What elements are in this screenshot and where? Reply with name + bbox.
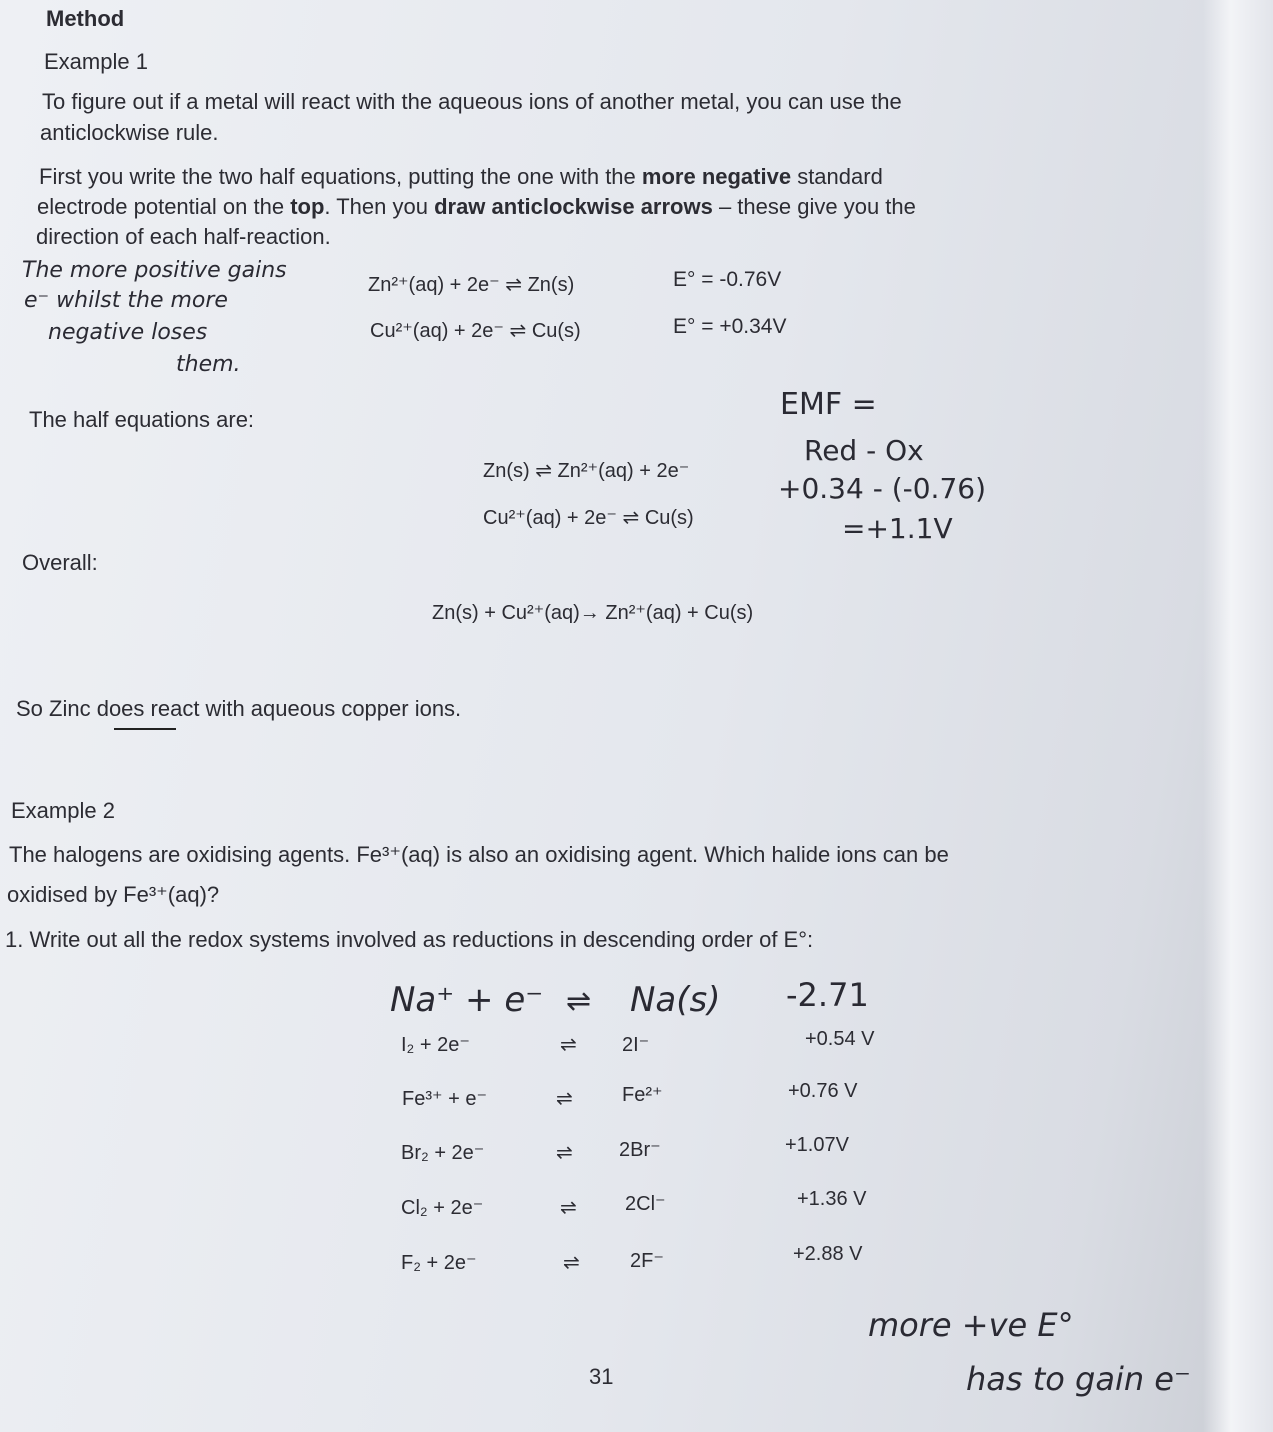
handwritten-note-line4: them. [176, 352, 241, 377]
bottom-note-line1: more +ve E° [868, 1306, 1074, 1344]
overall-label: Overall: [22, 550, 98, 575]
half-equation-1: Zn(s) ⇌ Zn²⁺(aq) + 2e⁻ [483, 460, 690, 482]
row5-lhs: F₂ + 2e⁻ [401, 1252, 477, 1274]
emf-handwritten-line4: =+1.1V [842, 512, 953, 545]
equation-cu: Cu²⁺(aq) + 2e⁻ ⇌ Cu(s) [370, 320, 581, 342]
example1-conclusion: So Zinc does react with aqueous copper ions. [16, 696, 462, 721]
row5-rhs: 2F⁻ [630, 1250, 664, 1272]
emf-handwritten-line2: Red - Ox [804, 434, 924, 467]
row4-potential: +1.36 V [797, 1188, 867, 1210]
row3-rhs: 2Br⁻ [619, 1139, 661, 1161]
example2-step1: 1. Write out all the redox systems involved as reductions in descending order of E°: [5, 927, 814, 952]
row5-arrow: ⇌ [563, 1252, 580, 1274]
row5-potential: +2.88 V [793, 1243, 863, 1265]
page-heading: Method [46, 6, 125, 31]
handwritten-note-line2: e⁻ whilst the more [24, 288, 228, 313]
row2-lhs: Fe³⁺ + e⁻ [402, 1088, 488, 1110]
row1-lhs: I₂ + 2e⁻ [401, 1034, 470, 1056]
example1-para2-line2: electrode potential on the top. Then you draw anticlockwise arrows – these give you the [37, 194, 916, 219]
row4-arrow: ⇌ [560, 1197, 577, 1219]
example2-title: Example 2 [11, 798, 115, 823]
page-number: 31 [589, 1364, 614, 1389]
potential-zn: E° = -0.76V [673, 268, 782, 291]
handwritten-underline-does [114, 728, 176, 730]
row4-rhs: 2Cl⁻ [625, 1193, 666, 1215]
emf-handwritten-line1: EMF = [780, 387, 877, 422]
example1-intro-line2: anticlockwise rule. [40, 120, 219, 145]
half-equation-2: Cu²⁺(aq) + 2e⁻ ⇌ Cu(s) [483, 507, 694, 529]
potential-cu: E° = +0.34V [673, 315, 787, 338]
row2-rhs: Fe²⁺ [622, 1084, 663, 1106]
overall-equation: Zn(s) + Cu²⁺(aq)→ Zn²⁺(aq) + Cu(s) [432, 602, 754, 624]
handwritten-note-line1: The more positive gains [22, 258, 287, 283]
half-equations-label: The half equations are: [29, 407, 255, 432]
row2-potential: +0.76 V [788, 1080, 858, 1102]
example1-title: Example 1 [44, 49, 148, 74]
row2-arrow: ⇌ [556, 1088, 573, 1110]
bottom-note-line2: has to gain e⁻ [966, 1360, 1191, 1398]
row3-potential: +1.07V [785, 1134, 849, 1156]
emf-handwritten-line3: +0.34 - (-0.76) [778, 472, 987, 505]
hw-row-lhs: Na⁺ + e⁻ [390, 980, 544, 1020]
row3-arrow: ⇌ [556, 1142, 573, 1164]
example2-question-line2: oxidised by Fe³⁺(aq)? [7, 882, 220, 907]
example1-para2-line1: First you write the two half equations, putting the one with the more negative standard [39, 164, 883, 189]
row3-lhs: Br₂ + 2e⁻ [401, 1142, 485, 1164]
handwritten-note-line3: negative loses [48, 320, 208, 345]
example2-question-line1: The halogens are oxidising agents. Fe³⁺(aq) is also an oxidising agent. Which halide ions can be [9, 842, 949, 867]
hw-row-arrow: ⇌ [566, 984, 592, 1019]
row4-lhs: Cl₂ + 2e⁻ [401, 1197, 484, 1219]
example1-para2-line3: direction of each half-reaction. [36, 224, 331, 249]
example1-intro-line1: To figure out if a metal will react with the aqueous ions of another metal, you can use the [42, 89, 902, 114]
page-edge-shadow [1203, 0, 1273, 1432]
hw-row-potential: -2.71 [786, 976, 869, 1014]
hw-row-rhs: Na(s) [630, 980, 721, 1020]
row1-rhs: 2I⁻ [622, 1034, 650, 1056]
row1-arrow: ⇌ [560, 1034, 577, 1056]
row1-potential: +0.54 V [805, 1028, 875, 1050]
equation-zn: Zn²⁺(aq) + 2e⁻ ⇌ Zn(s) [368, 274, 575, 296]
